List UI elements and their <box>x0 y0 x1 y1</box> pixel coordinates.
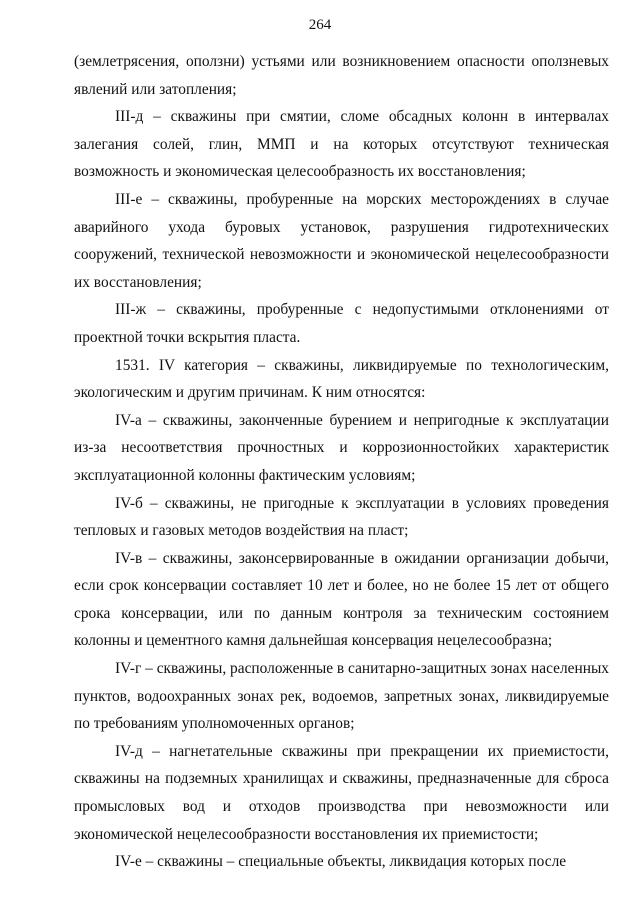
paragraph-iv-b: IV-б – скважины, не пригодные к эксплуатации в условиях проведения тепловых и газовых методов воздействия на пласт; <box>74 494 609 540</box>
paragraph-iii-zh: III-ж – скважины, пробуренные с недопустимыми отклонениями от проектной точки вскрытия пласта. <box>74 301 609 346</box>
paragraph-iv-a: IV-а – скважины, законченные бурением и непригодные к эксплуатации из-за несоответствия прочностных и коррозионностойких характеристик эксплуатационной колонны фактическим условиям; <box>74 411 609 484</box>
paragraph-iv-g: IV-г – скважины, расположенные в санитарно-защитных зонах населенных пунктов, водоохранных зонах рек, водоемов, запретных зонах, ликвидируемые по требованиям уполномоченных органов; <box>74 660 609 733</box>
document-body <box>74 48 609 876</box>
paragraph-iii-d: III-д – скважины при смятии, сломе обсадных колонн в интервалах залегания солей, глин, ММП и на которых отсутствуют техническая возможность и экономическая целесообразность их восстановления; <box>74 108 609 181</box>
paragraph-iii-e: III-е – скважины, пробуренные на морских месторождениях в случае аварийного ухода буровых установок, разрушения гидротехнических сооружений, технической невозможности и экономической нецелесообразности их восстановления; <box>74 190 609 291</box>
paragraph-iv-v: IV-в – скважины, законсервированные в ожидании организации добычи, если срок консервации составляет 10 лет и более, но не более 15 лет от общего срока консервации, или по данным контроля за техническим состоянием колонны и цементного камня дальнейшая консервация нецелесообразна; <box>74 549 609 650</box>
page-number: 264 <box>308 17 332 33</box>
paragraph-iv-e: IV-е – скважины – специальные объекты, ликвидация которых после <box>115 853 567 871</box>
paragraph-1531: 1531. IV категория – скважины, ликвидируемые по технологическим, экологическим и другим причинам. К ним относятся: <box>74 356 609 402</box>
paragraph-iv-d: IV-д – нагнетательные скважины при прекращении их приемистости, скважины на подземных хранилищах и скважины, предназначенные для сброса промысловых вод и отходов производства при невозможности или экономической нецелесообразности восстановления их приемистости; <box>74 742 609 843</box>
paragraph-continuation: (землетрясения, оползни) устьями или возникновением опасности оползневых явлений или затопления; <box>74 53 609 98</box>
